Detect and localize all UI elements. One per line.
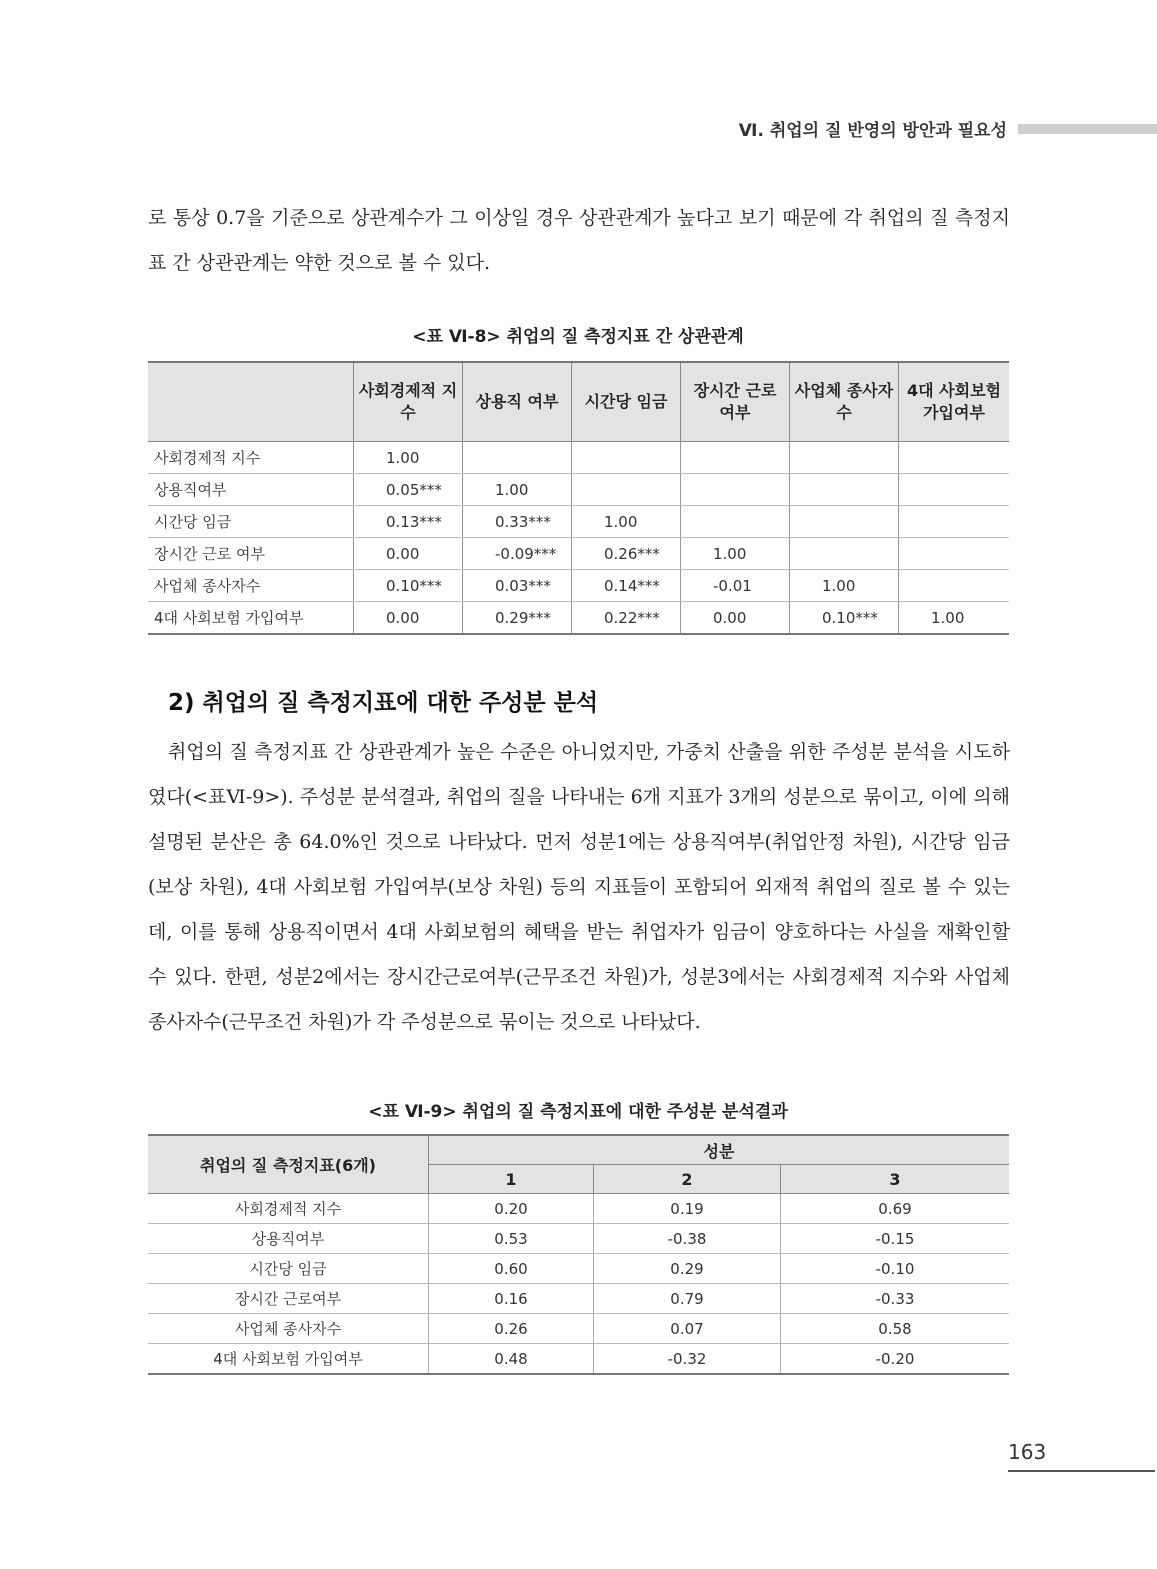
running-header bbox=[0, 116, 1157, 142]
table-cell bbox=[463, 442, 572, 474]
table2-col-header: 2 bbox=[594, 1165, 781, 1194]
table1-header-cell: 상용직 여부 bbox=[463, 362, 572, 442]
table-cell: 0.69 bbox=[781, 1194, 1010, 1224]
table-cell: -0.20 bbox=[781, 1344, 1010, 1375]
correlation-table bbox=[148, 361, 1009, 635]
table-cell: 0.26 bbox=[429, 1314, 594, 1344]
row-label: 장시간 근로 여부 bbox=[148, 538, 354, 570]
table-cell: 0.22*** bbox=[572, 602, 681, 635]
table-cell: 0.19 bbox=[594, 1194, 781, 1224]
table1-header-cell: 4대 사회보험 가입여부 bbox=[899, 362, 1010, 442]
table-cell: 0.03*** bbox=[463, 570, 572, 602]
table-cell: 1.00 bbox=[572, 506, 681, 538]
row-label: 상용직여부 bbox=[148, 474, 354, 506]
table-cell bbox=[790, 474, 899, 506]
table-row bbox=[148, 442, 1009, 474]
table-cell: -0.38 bbox=[594, 1224, 781, 1254]
table-cell bbox=[899, 442, 1010, 474]
row-label: 시간당 임금 bbox=[148, 1254, 429, 1284]
table-cell: 0.07 bbox=[594, 1314, 781, 1344]
table-row bbox=[148, 1344, 1009, 1375]
table-cell: 0.48 bbox=[429, 1344, 594, 1375]
row-label: 4대 사회보험 가입여부 bbox=[154, 609, 304, 627]
table-cell: 0.29*** bbox=[463, 602, 572, 635]
table1-header-cell: 시간당 임금 bbox=[572, 362, 681, 442]
row-label: 장시간 근로여부 bbox=[148, 1284, 429, 1314]
table-cell: 1.00 bbox=[790, 570, 899, 602]
page-number: 163 bbox=[1008, 1440, 1047, 1464]
table-cell: 0.58 bbox=[781, 1314, 1010, 1344]
table-cell: 1.00 bbox=[463, 474, 572, 506]
table-cell: -0.32 bbox=[594, 1344, 781, 1375]
row-label: 사회경제적 지수 bbox=[148, 442, 354, 474]
table-cell: 0.14*** bbox=[572, 570, 681, 602]
table-cell: 0.20 bbox=[429, 1194, 594, 1224]
table-cell bbox=[681, 474, 790, 506]
row-label: 시간당 임금 bbox=[148, 506, 354, 538]
table2-header-row bbox=[148, 1135, 1009, 1165]
table-row bbox=[148, 538, 1009, 570]
intro-paragraph bbox=[148, 196, 1010, 286]
table-cell: 0.16 bbox=[429, 1284, 594, 1314]
table-cell bbox=[899, 506, 1010, 538]
table-cell: 0.00 bbox=[354, 538, 463, 570]
body-text: 취업의 질 측정지표 간 상관관계가 높은 수준은 아니었지만, 가중치 산출을 위한 주성분 분석을 시도하였다(<표Ⅵ-9>). 주성분 분석결과, 취업의 질을 나타내는 6개 지표가 3개의 성분으로 묶이고, 이에 의해 설명된 분산은 총 64.0%인 것으로 나타났다. 먼저 성분1에는 상용직여부(취업안정 차원), 시간당 임금(보상 차원), 4대 사회보험 가입여부(보상 차원) 등의 지표들이 포함되어 외재적 취업의 질로 볼 수 있는데, 이를 통해 상용직이면서 4대 사회보험의 혜택을 받는 취업자가 임금이 양호하다는 사실을 재확인할 수 있다. 한편, 성분2에서는 장시간근로여부(근무조건 차원)가, 성분3에서는 사회경제적 지수와 사업체 종사자수(근무조건 차원)가 각 주성분으로 묶이는 것으로 나타났다. bbox=[148, 741, 1010, 1033]
table-row bbox=[148, 506, 1009, 538]
pca-table bbox=[148, 1134, 1009, 1375]
table-cell bbox=[790, 506, 899, 538]
table-cell: -0.01 bbox=[681, 570, 790, 602]
table-cell: 0.53 bbox=[429, 1224, 594, 1254]
table-row bbox=[148, 1194, 1009, 1224]
table-cell: 0.00 bbox=[681, 602, 790, 635]
table1-header-cell: 장시간 근로 여부 bbox=[681, 362, 790, 442]
table-cell: 0.60 bbox=[429, 1254, 594, 1284]
table-row bbox=[148, 1314, 1009, 1344]
table-cell: 0.79 bbox=[594, 1284, 781, 1314]
table-row bbox=[148, 474, 1009, 506]
table-cell bbox=[681, 442, 790, 474]
table-cell: 0.29 bbox=[594, 1254, 781, 1284]
row-label: 상용직여부 bbox=[148, 1224, 429, 1254]
header-bar bbox=[1018, 124, 1157, 134]
table-cell: 0.10*** bbox=[790, 602, 899, 635]
table-row bbox=[148, 570, 1009, 602]
table1-header-cell: 사회경제적 지수 bbox=[354, 362, 463, 442]
table-row bbox=[148, 1224, 1009, 1254]
row-label: 사업체 종사자수 bbox=[148, 1314, 429, 1344]
table-row bbox=[148, 602, 1009, 635]
table-cell bbox=[899, 570, 1010, 602]
table-cell: 1.00 bbox=[899, 602, 1010, 635]
table2-group-header: 성분 bbox=[429, 1135, 1010, 1165]
table1-header-cell: 사업체 종사자수 bbox=[790, 362, 899, 442]
table-cell bbox=[899, 538, 1010, 570]
table-cell: 1.00 bbox=[354, 442, 463, 474]
table-cell: 0.10*** bbox=[354, 570, 463, 602]
table-cell bbox=[790, 442, 899, 474]
table-row bbox=[148, 1254, 1009, 1284]
table-cell: 0.13*** bbox=[354, 506, 463, 538]
table2-row-header: 취업의 질 측정지표(6개) bbox=[148, 1135, 429, 1194]
table-cell bbox=[790, 538, 899, 570]
table-cell bbox=[572, 442, 681, 474]
table-row bbox=[148, 1284, 1009, 1314]
table1-header-corner bbox=[148, 362, 354, 442]
intro-text: 로 통상 0.7을 기준으로 상관계수가 그 이상일 경우 상관관계가 높다고 보기 때문에 각 취업의 질 측정지표 간 상관관계는 약한 것으로 볼 수 있다. bbox=[148, 207, 1010, 274]
table-cell: -0.10 bbox=[781, 1254, 1010, 1284]
table-cell: 0.00 bbox=[354, 602, 463, 635]
table-cell bbox=[899, 474, 1010, 506]
table-cell: -0.15 bbox=[781, 1224, 1010, 1254]
body-paragraph bbox=[148, 730, 1010, 1045]
table-cell: 0.26*** bbox=[572, 538, 681, 570]
table2-col-header: 3 bbox=[781, 1165, 1010, 1194]
table2-caption: <표 Ⅵ-9> 취업의 질 측정지표에 대한 주성분 분석결과 bbox=[368, 1102, 788, 1122]
table-cell: -0.33 bbox=[781, 1284, 1010, 1314]
running-title: Ⅵ. 취업의 질 반영의 방안과 필요성 bbox=[738, 121, 1007, 141]
table-cell bbox=[681, 506, 790, 538]
table-cell: -0.09*** bbox=[463, 538, 572, 570]
table-cell: 0.05*** bbox=[354, 474, 463, 506]
row-label: 사회경제적 지수 bbox=[148, 1194, 429, 1224]
row-label: 4대 사회보험 가입여부 bbox=[213, 1350, 363, 1368]
table2-col-header: 1 bbox=[429, 1165, 594, 1194]
table-cell: 0.33*** bbox=[463, 506, 572, 538]
table-cell bbox=[572, 474, 681, 506]
section-title: 2) 취업의 질 측정지표에 대한 주성분 분석 bbox=[168, 690, 599, 716]
table-cell: 1.00 bbox=[681, 538, 790, 570]
table1-header-row bbox=[148, 362, 1009, 442]
table1-caption: <표 Ⅵ-8> 취업의 질 측정지표 간 상관관계 bbox=[412, 327, 744, 347]
page-number-rule bbox=[1008, 1470, 1155, 1472]
row-label: 사업체 종사자수 bbox=[148, 570, 354, 602]
